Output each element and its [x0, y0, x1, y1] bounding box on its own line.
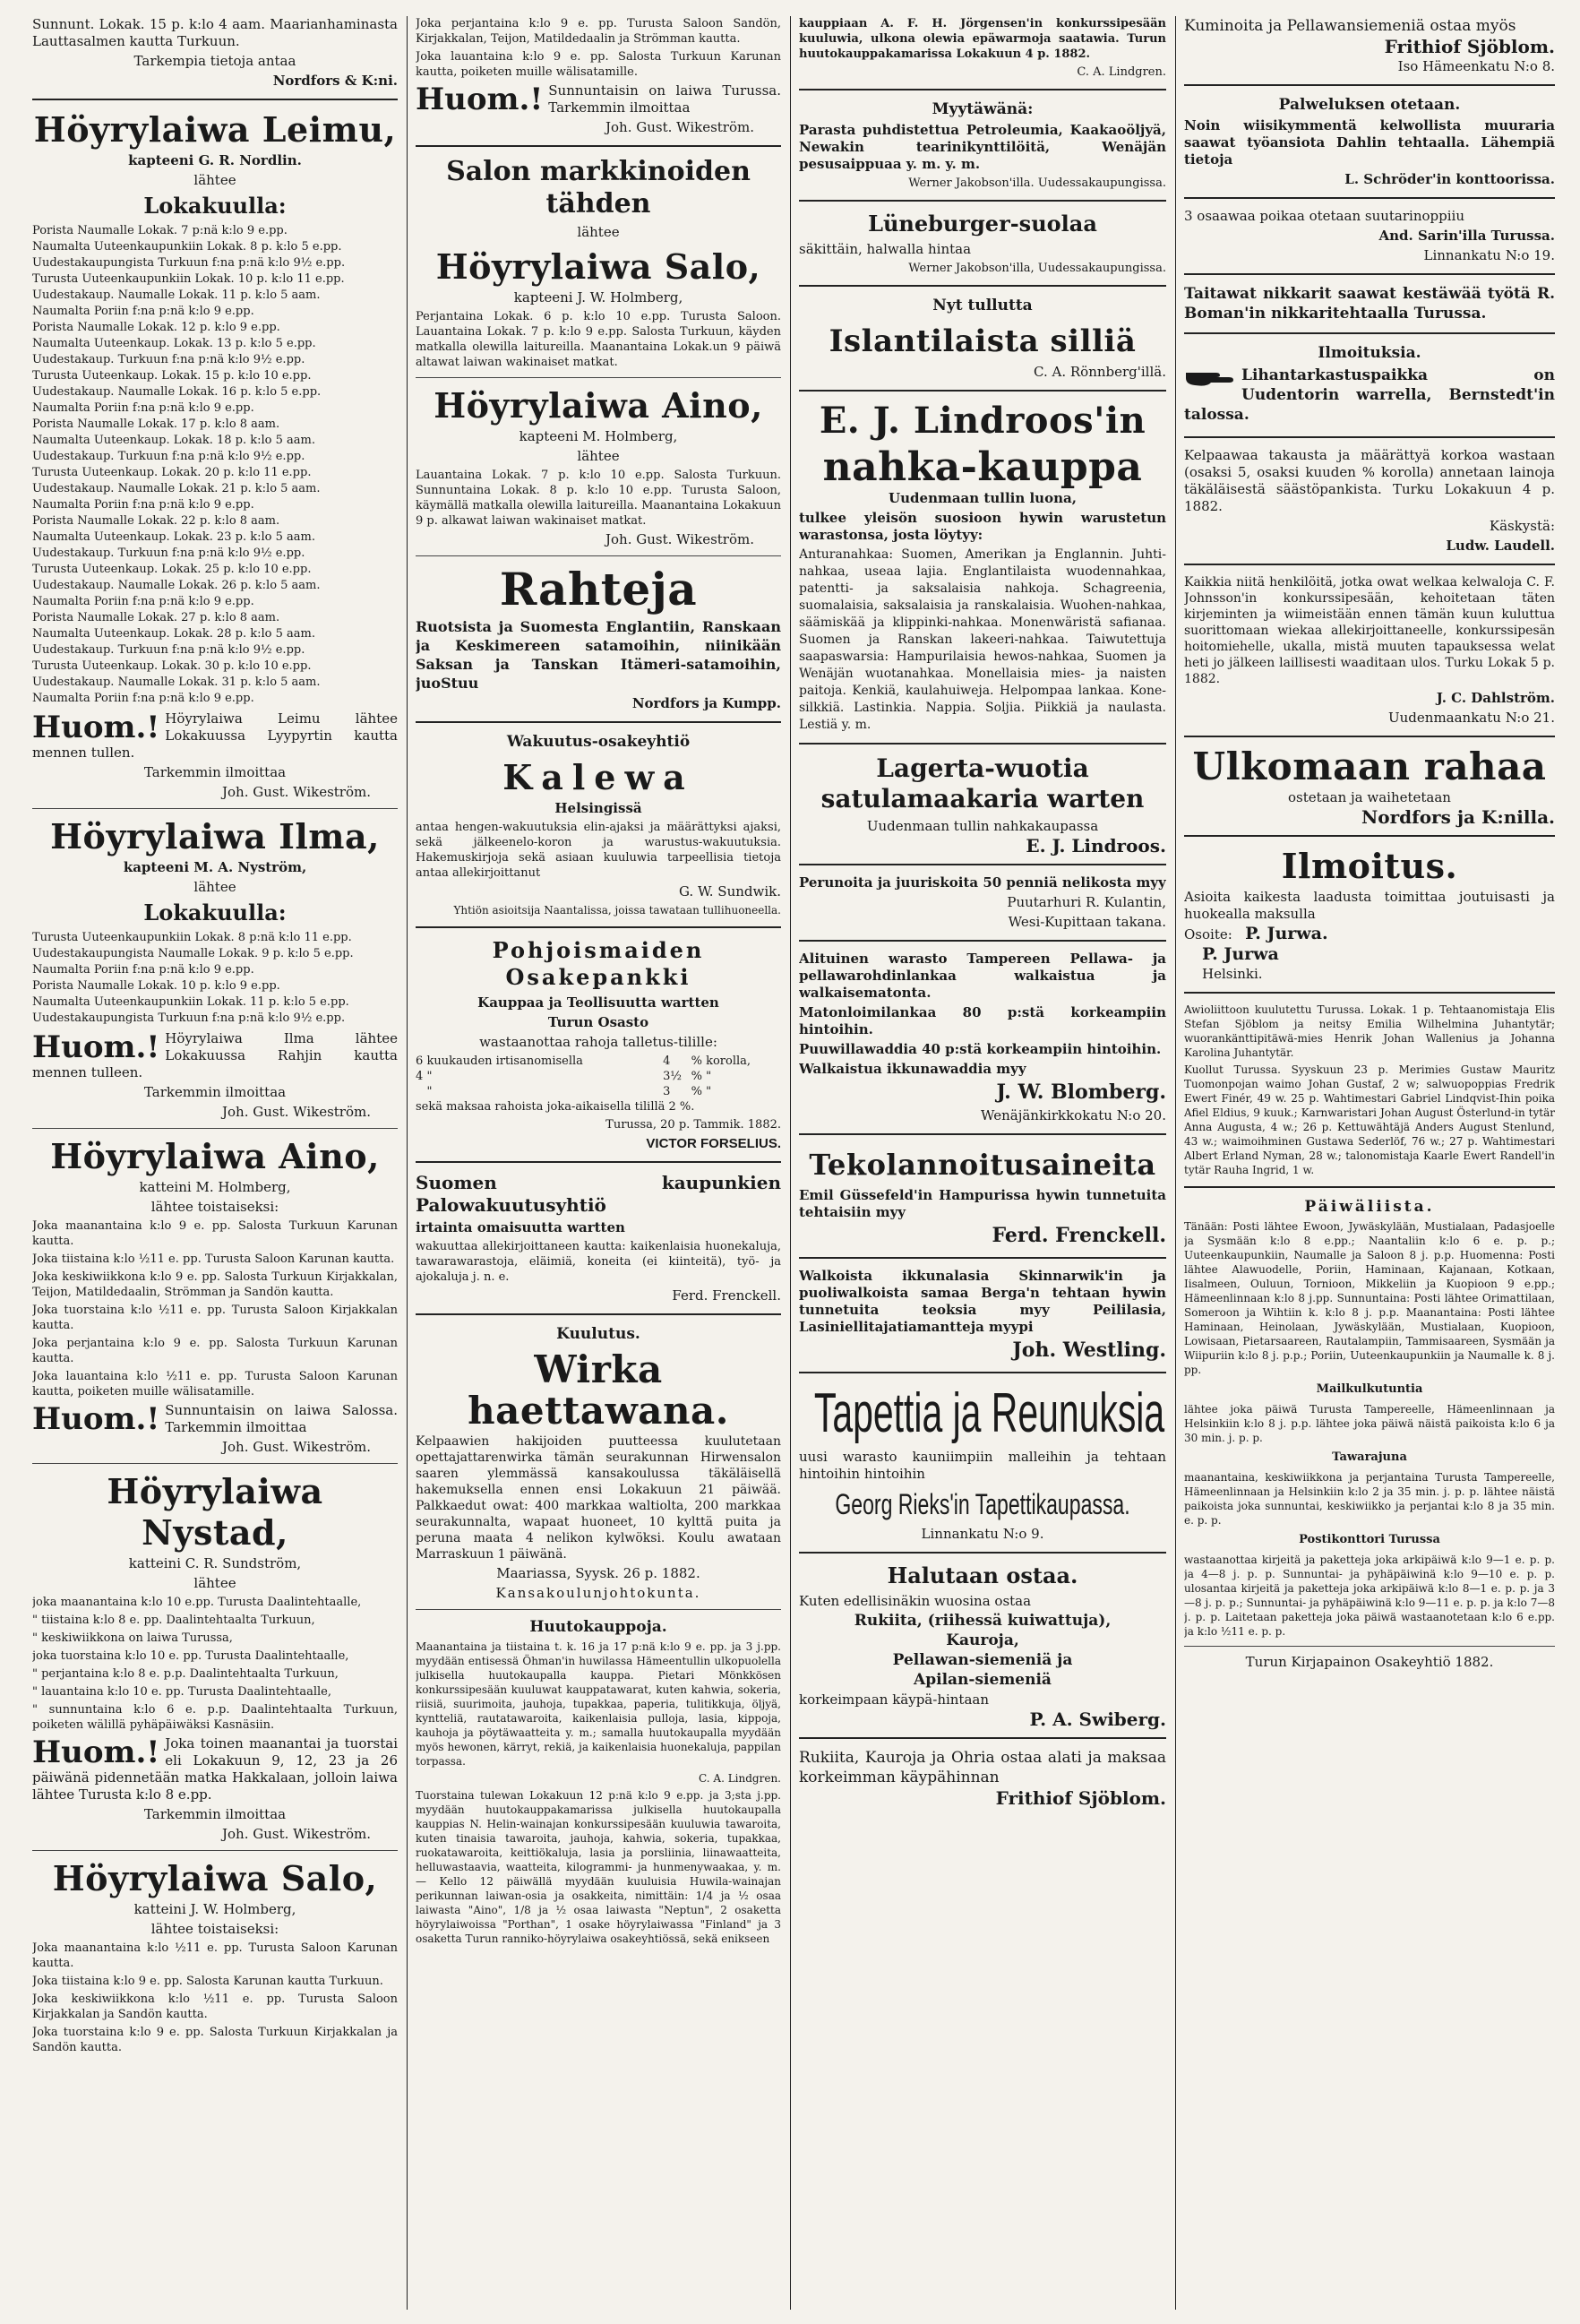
table-cell: " — [426, 1085, 433, 1098]
divider — [1184, 564, 1555, 565]
halutaan-item: Kauroja, — [946, 1631, 1019, 1649]
huom-text: Sunnuntaisin on laiwa Salossa. Tarkemmin ilmoittaa — [165, 1402, 398, 1435]
table-row — [416, 1054, 781, 1069]
salo-captain: katteini J. W. Holmberg, — [133, 1901, 296, 1917]
schedule-item: Joka tuorstaina k:lo 9 e. pp. Salosta Turkuun Kirjakkalan ja Sandön kautta. — [32, 2026, 398, 2054]
signature: Joh. Gust. Wikeström. — [222, 1439, 371, 1455]
schedule-line: Uudestakaup. Naumalle Lokak. 21 p. k:lo 5 aam. — [32, 482, 321, 495]
schedule-line: Porista Naumalle Lokak. 12 p. k:lo 9 e.pp. — [32, 321, 280, 334]
salo-note — [416, 82, 781, 119]
divider — [32, 1128, 398, 1129]
column-4 — [1184, 16, 1555, 2310]
schedule-line: Naumalta Poriin f:na p:nä k:lo 9 e.pp. — [32, 498, 254, 512]
schedule-line: Uudestakaup. Naumalle Lokak. 26 p. k:lo 5 aam. — [32, 579, 321, 592]
lindroos-text: tulkee yleisön suosioon hywin warustetun warastonsa, josta löytyy: — [799, 510, 1166, 543]
ad-signature: C. A. Lindgren. — [1077, 65, 1166, 79]
kuulutus-title: Wirka haettawana. — [468, 1347, 729, 1433]
column-2 — [416, 16, 781, 2310]
tekolannoitus-signature: Ferd. Frenckell. — [992, 1224, 1166, 1247]
schedule-item: " tiistaina k:lo 8 e. pp. Daalintehtaalta Turkuun, — [32, 1614, 315, 1627]
divider — [32, 1463, 398, 1464]
oppilas-address: Linnankatu N:o 19. — [1423, 247, 1555, 263]
schedule-line: Naumalta Uuteenkaupunkiin Lokak. 11 p. k:lo 5 e.pp. — [32, 995, 349, 1009]
perunoita-address: Wesi-Kupittaan takana. — [1008, 914, 1166, 930]
signature: Joh. Gust. Wikeström. — [605, 119, 754, 135]
paivaliista-title: Päiwäliista. — [1304, 1198, 1435, 1216]
schedule-item: Joka maanantaina k:lo ½11 e. pp. Turusta Saloon Karunan kautta. — [32, 1941, 398, 1970]
kuulutus-text: Kelpaawien hakijoiden puutteessa kuulutetaan opettajattarenwirka tämän seurakunnan Hirwensalon saaren ylemmässä kansakoulussa täkäläisellä hakemuksella ennen ensi Lokakuun 21 päiwää. Palkkaedut owat: 400 markkaa waltiolta, 200 markkaa seurakunnalta, wapaat huoneet, 10 kylttä puita ja peruna maata 4 nelikon kylwöksi. Koulu awataan Marraskuun 1 päiwänä. — [416, 1434, 781, 1562]
aino-captain: katteini M. Holmberg, — [139, 1179, 291, 1195]
leimu-sub: Lokakuulla: — [143, 193, 287, 219]
westling-signature: Joh. Westling. — [1012, 1338, 1166, 1362]
pankki-title: Pohjoismaiden Osakepankki — [492, 937, 705, 990]
divider — [416, 721, 781, 723]
kelpaawaa-signature: Ludw. Laudell. — [1446, 538, 1555, 554]
schedule-line: Turusta Uuteenkaup. Lokak. 15 p. k:lo 10 e.pp. — [32, 369, 312, 383]
schedule-line: Uudestakaup. Naumalle Lokak. 31 p. k:lo 5 aam. — [32, 676, 321, 689]
schedule-line: Uudestakaup. Turkuun f:na p:nä k:lo 9½ e.pp. — [32, 643, 305, 657]
ulkomaan-text: ostetaan ja waihetetaan — [1288, 789, 1451, 805]
schedule-line: Uudestakaupungista Naumalle Lokak. 9 p. k:lo 5 e.pp. — [32, 947, 354, 960]
schedule-item: Joka lauantaina k:lo 9 e. pp. Salosta Turkuun Karunan kautta, poiketen muille wälisatamille. — [416, 50, 781, 79]
schedule-item: Joka tiistaina k:lo ½11 e. pp. Turusta Saloon Karunan kautta. — [32, 1252, 395, 1266]
schedule-line: Naumalta Poriin f:na p:nä k:lo 9 e.pp. — [32, 963, 254, 977]
schedule-line: Turusta Uuteenkaup. Lokak. 30 p. k:lo 10 e.pp. — [32, 659, 312, 673]
ilmoitus-label: Ilmoituksia. — [1318, 344, 1421, 362]
tekolannoitus-text: Emil Güssefeld'in Hampurissa hywin tunnetuita tehtaisiin myy — [799, 1187, 1166, 1220]
divider — [32, 808, 398, 809]
schedule-line: Naumalta Poriin f:na p:nä k:lo 9 e.pp. — [32, 401, 254, 415]
divider — [1184, 84, 1555, 86]
palowakuutus-text: wakuuttaa allekirjoittaneen kautta: kaikenlaisia huonekaluja, tawarawarastoja, eläimiä, koneita (ei kiinteitä), työ- ja ajokaluja j. n. e. — [416, 1240, 781, 1284]
schedule-item: " sunnuntaina k:lo 6 e. p.p. Daalintehtaalta Turkuun, poiketen wälillä pyhäpäiwäksi Kasnäsiin. — [32, 1703, 398, 1732]
ilmoitus-signature: P. Jurwa. — [1245, 924, 1328, 943]
kalewa-city: Helsingissä — [554, 800, 642, 816]
column-3 — [799, 16, 1166, 2310]
divider — [416, 555, 781, 556]
palwelus-text: Noin wiisikymmentä kelwollista muuraria saawat työansiota Dahlin tehtaalla. Lähempiä tietoja — [1184, 117, 1555, 168]
halutaan-item: Apilan-siemeniä — [914, 1671, 1052, 1689]
lindroos-sub: Uudenmaan tullin luona, — [889, 490, 1077, 506]
postikonttori-title: Postikonttori Turussa — [1299, 1533, 1440, 1546]
schedule-line: Naumalta Uuteenkaup. Lokak. 28 p. k:lo 5 aam. — [32, 627, 315, 641]
divider — [416, 1609, 781, 1610]
blomberg-item: Puuwillawaddia 40 p:stä korkeampiin hintoihin. — [799, 1041, 1162, 1057]
leimu-note — [32, 710, 398, 764]
ulkomaan-title: Ulkomaan rahaa — [1192, 745, 1547, 788]
schedule-line: Uudestakaupungista Turkuun f:na p:nä k:lo 9½ e.pp. — [32, 1011, 346, 1025]
leimu-schedule — [32, 223, 398, 707]
kuminoita-signature: Frithiof Sjöblom. — [1384, 36, 1555, 57]
info-label: Tarkemmin ilmoittaa — [143, 1806, 287, 1822]
schedule-line: Naumalta Uuteenkaup. Lokak. 23 p. k:lo 5 aam. — [32, 530, 315, 544]
tawarajuna-text: maanantaina, keskiwiikkona ja perjantaina Turusta Tampereelle, Hämeenlinnaan ja Helsinkiin k:lo 2 ja 35 min. j. p. p. lähtee näistä paikoista joka sunnuntai, keskiwiikko ja perjantai k:lo 8 ja 35 min. e. p. p. — [1184, 1471, 1555, 1527]
info-label: Tarkemmin ilmoittaa — [143, 764, 287, 780]
info-label: Tarkemmin ilmoittaa — [143, 1084, 287, 1100]
lagerta-signature: E. J. Lindroos. — [1026, 835, 1166, 856]
huutokauppa-text: Maanantaina ja tiistaina t. k. 16 ja 17 p:nä k:lo 9 e. pp. ja 3 j.pp. myydään entisessä Öhman'in huwilassa Hämeentullin ulkopuolella julkisella huutokaupalla kauppa. Pietari Mönkkösen konkurssipesään kuuluwat kauppatawarat, kuten kahwia, sokeria, riisiä, suurimoita, jauhoja, tupakkaa, paperia, tulitikkuja, öljyä, kyntteliä, rautatawaroita, kaikenlaisia pulloja, lasia, kippoja, kauhoja ja pöytäwaatteita y. m.; samalla huutokaupalla myydään myös hewonen, kärryt, rekiä, ja kaikenlaisia huonekaluja, pappilan torpassa. — [416, 1640, 781, 1768]
kalewa-agent-note: Yhtiön asioitsija Naantalissa, joissa tawataan tullihuoneella. — [453, 904, 781, 917]
schedule-item: Joka tuorstaina k:lo ½11 e. pp. Turusta Saloon Kirjakkalan kautta. — [32, 1304, 398, 1332]
divider — [1184, 835, 1555, 837]
divider — [799, 89, 1166, 90]
schedule-line: Turusta Uuteenkaupunkiin Lokak. 10 p. k:lo 11 e.pp. — [32, 272, 345, 286]
kuminoita-text: Kuminoita ja Pellawansiemeniä ostaa myös — [1184, 17, 1516, 35]
table-cell — [416, 1084, 427, 1099]
lindroos-title2: nahka-kauppa — [822, 444, 1143, 490]
huutokauppa-text: Tuorstaina tulewan Lokakuun 12 p:nä k:lo 9 e.pp. ja 3;sta j.pp. myydään huutokauppakamarissa julkisella huutokaupalla kauppias N. Helin-wainajan konkurssipesään kuuluwia tawaroita, kuten tinaisia tawaroita, jauhoja, kahwia, sokeria, tupakkaa, ruokatawaroita, keittiökaluja, lasia ja porsliinia, liinawaatteita, helluwastaavia, waatteita, kilogrammi- ja hunmenywaakaa, y. m. — Kello 12 päiwällä myydään kuuluisia Huwila-wainajan perikunnan laiwan-osia ja osakkeita, nimittäin: 1/4 ja ½ osaa laiwasta "Aino", 1/8 ja ½ osaa laiwasta "Neptun", 2 osaketta höyrylaiwoissa "Porthan", 1 osake höyrylaiwassa "Finland" ja 3 osaketta Turun ranniko-höyrylaiwa osakeyhtiössä, sekä enikseen — [416, 1789, 781, 1945]
halutaan-item: Pellawan-siemeniä ja — [892, 1651, 1073, 1669]
tekolannoitus-title: Tekolannoitusaineita — [809, 1148, 1156, 1182]
kalewa-title: Kalewa — [502, 757, 694, 797]
divider — [416, 377, 781, 378]
palowakuutus-title-rest: irtainta omaisuutta wartten — [416, 1219, 625, 1235]
huom-label: Huom.! — [32, 1402, 160, 1437]
column-1 — [32, 16, 398, 2310]
divider — [799, 200, 1166, 202]
myytawana-text: Parasta puhdistettua Petroleumia, Kaakaoöljyä, Newakin tearinikynttilöitä, Wenäjän pesusaippuaa y. m. y. m. — [799, 122, 1166, 172]
oppilas-text: 3 osaawaa poikaa otetaan suutarinoppiiu — [1184, 208, 1464, 224]
markkinat-title: Salon markkinoiden tähden — [446, 156, 751, 219]
signature: Joh. Gust. Wikeström. — [222, 1104, 371, 1120]
myytawana-signature: Werner Jakobson'illa. Uudessakaupungissa. — [908, 176, 1166, 190]
pankki-text: sekä maksaa rahoista joka-aikaisella tilillä 2 %. — [416, 1100, 695, 1114]
halutaan-title: Halutaan ostaa. — [887, 1562, 1078, 1588]
schedule-line: Uudestakaupungista Turkuun f:na p:nä k:lo 9½ e.pp. — [32, 256, 346, 270]
divider — [799, 1257, 1166, 1259]
ulkomaan-signature: Nordfors ja K:nilla. — [1361, 806, 1555, 828]
schedule-item: Joka maanantaina k:lo 9 e. pp. Salosta Turkuun Karunan kautta. — [32, 1219, 398, 1248]
leimu-captain: kapteeni G. R. Nordlin. — [128, 152, 302, 168]
huutokauppa-title: Huutokauppoja. — [529, 1618, 667, 1636]
awioliitto-text: Awioliittoon kuulutettu Turussa. Lokak. 1 p. Tehtaanomistaja Elis Stefan Sjöblom ja neitsy Emilia Wilhelmina Juhantytär; wuorankänttipitäwä-mies Henrik Johan Wallenius ja Johanna Karolina Juhantytär. — [1184, 1003, 1555, 1059]
ad-info: Tarkempia tietoja antaa — [133, 53, 296, 69]
perunoita-text: Perunoita ja juuriskoita 50 penniä nelikosta myy — [799, 874, 1166, 891]
schedule-item: Joka lauantaina k:lo ½11 e. pp. Turusta Saloon Karunan kautta, poiketen muille wälisatamille. — [32, 1370, 398, 1399]
schedule-item: Joka perjantaina k:lo 9 e. pp. Salosta Turkuun Karunan kautta. — [32, 1337, 398, 1365]
schedule-item: " lauantaina k:lo 10 e. pp. Turusta Daalintehtaalle, — [32, 1685, 331, 1699]
ad-text: kauppiaan A. F. H. Jörgensen'in konkurssipesään kuuluwia, ulkona olewia epäwarmoja saatawia. Turun huutokauppakamarissa Lokakuun 4 p. 1882. — [799, 17, 1166, 61]
schedule-line: Turusta Uuteenkaup. Lokak. 20 p. k:lo 11 e.pp. — [32, 466, 312, 479]
divider — [799, 864, 1166, 865]
printer-imprint: Turun Kirjapainon Osakeyhtiö 1882. — [1245, 1654, 1494, 1670]
palwelus-title: Palweluksen otetaan. — [1278, 96, 1461, 114]
islanti-title: Islantilaista silliä — [829, 323, 1137, 359]
halutaan-item: Rukiita, (riihessä kuiwattuja), — [854, 1612, 1112, 1630]
schedule-item: " perjantaina k:lo 8 e. p.p. Daalintehtaalta Turkuun, — [32, 1667, 339, 1681]
huom-label: Huom.! — [416, 82, 544, 117]
aino2-ship: Höyrylaiwa Aino, — [434, 385, 763, 426]
schedule-line: Turusta Uuteenkaup. Lokak. 25 p. k:lo 10 e.pp. — [32, 563, 312, 576]
schedule-line: Turusta Uuteenkaupunkiin Lokak. 8 p:nä k:lo 11 e.pp. — [32, 931, 352, 944]
divider — [1184, 273, 1555, 275]
halutaan-text2: korkeimpaan käypä-hintaan — [799, 1691, 990, 1708]
mailkulku-text: lähtee joka päiwä Turusta Tampereelle, Hämeenlinnaan ja Helsinkiin k:lo 8 j. p.p. lähtee joka päiwä näistä paikoista k:lo 6 ja 30 min. j. p. p. — [1184, 1403, 1555, 1444]
rahteja-signature: Nordfors ja Kumpp. — [631, 695, 781, 711]
divider — [799, 743, 1166, 745]
nystad-title: Höyrylaiwa Nystad, — [107, 1471, 323, 1553]
konkurssi-text: Kaikkia niitä henkilöitä, jotka owat welkaa kelwaloja C. F. Johnsson'in konkurssipesään, kehoitetaan täten kirjeminten ja wiimeistään ennen tämän kuun kuluttua suorittomaan wiekaa allekirjoittaneelle, konkurssipesän hoitomiehelle, ukalla, mistä muuten tapauksessa welat heti jo jälkeen laillisesti waaditaan ulos. Turku Lokak 5 p. 1882. — [1184, 575, 1555, 686]
ilmoitus-signature2: P. Jurwa — [1202, 944, 1279, 964]
lihantarkastus — [1184, 366, 1555, 427]
ilmoitus-city: Helsinki. — [1202, 966, 1263, 982]
ilmoitus-text: Asioita kaikesta laadusta toimittaa joutuisasti ja huokealla maksulla — [1184, 889, 1555, 922]
divider — [1184, 332, 1555, 334]
konkurssi-address: Uudenmaankatu N:o 21. — [1388, 710, 1555, 726]
divider — [1184, 736, 1555, 737]
table-cell: kuukauden irtisanomisella — [426, 1054, 583, 1068]
schedule-line: Porista Naumalle Lokak. 10 p. k:lo 9 e.pp. — [32, 979, 280, 993]
table-cell: % " — [691, 1070, 712, 1083]
luneburger-signature: Werner Jakobson'illa, Uudessakaupungissa. — [908, 262, 1166, 275]
ilma-title: Höyrylaiwa Ilma, — [50, 816, 380, 856]
schedule-line: Naumalta Uuteenkaup. Lokak. 18 p. k:lo 5 aam. — [32, 434, 315, 447]
halutaan-signature: P. A. Swiberg. — [1029, 1709, 1166, 1730]
divider — [1184, 1646, 1555, 1647]
huom-text: Sunnuntaisin on laiwa Turussa. Tarkemmin ilmoittaa — [548, 82, 781, 116]
paivaliista-text: Tänään: Posti lähtee Ewoon, Jywäskylään, Mustialaan, Padasjoelle ja Sysmään k:lo 8 e.pp.; Naantaliin k:lo 6 e. p. p.; Uuteenkaupunkiin, Naumalle ja Saloon 8 j. p.p. Huomenna: Posti lähtee Alawuodelle, Poriin, Haminaan, Kajanaan, Kotkaan, Iisalmeen, Ouluun, Tornioon, Mikkeliin ja Kuopioon 9 e.pp.; Hämeenlinnaan k:lo 8 j.pp. Sunnuntaina: Posti lähtee Orimattilaan, Someroon ja Wihtiin k. k:lo 8 j. p.p. Maanantaina: Posti lähtee Haminaan, Heinolaan, Jywäskylään, Mustialaan, Kuopioon, Lowisaan, Pietarsaareen, Rautalampiin, Tammisaareen, Sysmään ja Wiipuriin k:lo 8 j. p.p.; Poriin, Uuteenkaupunkiin ja Naumalle k. 8 j. pp. — [1184, 1220, 1555, 1376]
schedule-line: Naumalta Poriin f:na p:nä k:lo 9 e.pp. — [32, 692, 254, 705]
huom-text: Höyrylaiwa Leimu lähtee Lokakuussa Lyypyrtin kautta mennen tullen. — [32, 710, 398, 761]
divider — [799, 1737, 1166, 1739]
kuulutus-label: Kuulutus. — [556, 1325, 640, 1343]
konkurssi-signature: J. C. Dahlström. — [1436, 690, 1555, 706]
kuollut-text: Kuollut Turussa. Syyskuun 23 p. Merimies Gustaw Mauritz Tuomonpojan waimo Johan Gustaf, 2 w; salwuopoppias Fredrik Ewert Finér, 49 w. 25 p. Wahtimestari Gabriel Lindqvist-Ihin poika Afiel Eldius, 9 kuuk.; Karnwaristari Johan August Österlund-in tytär Anna Augusta, 4 w.; 26 p. Kettuwähtäjä Anders August Stenlund, 43 w.; waimoihminen Gustawa Sederlöf, 76 w.; 27 p. Wahtimestari Albert Erland Nyman, 28 w.; talonomistaja Kaarle Ewert Randell'in tytär Rauha Ingrid, 1 w. — [1184, 1063, 1555, 1176]
newspaper-page — [32, 16, 1555, 2310]
perunoita-seller: Puutarhuri R. Kulantin, — [1007, 894, 1166, 910]
lihantarkastus-text: Lihantarkastuspaikka on Uudentorin warrella, Bernstedt'in talossa. — [1184, 366, 1555, 424]
nystad-leaves: lähtee — [193, 1575, 236, 1591]
leimu-title: Höyrylaiwa Leimu, — [33, 109, 397, 150]
schedule-line: Uudestakaup. Turkuun f:na p:nä k:lo 9½ e.pp. — [32, 353, 305, 366]
tapetti-title: Tapettia ja Reunuksia — [813, 1382, 1165, 1444]
divider — [1184, 1186, 1555, 1188]
schedule-line: Naumalta Uuteenkaup. Lokak. 13 p. k:lo 5 e.pp. — [32, 337, 316, 350]
table-cell: % " — [691, 1085, 712, 1098]
schedule-line: Uudestakaup. Naumalle Lokak. 11 p. k:lo 5 aam. — [32, 288, 321, 302]
kelpaawaa-text: Kelpaawaa takausta ja määrättyä korkoa wastaan (osaksi 5, osaksi kuuden % korolla) annetaan lainoja täkäläisestä säästöpankista. Turku Lokakuun 4 p. 1882. — [1184, 447, 1555, 514]
schedule-line: Naumalta Uuteenkaupunkiin Lokak. 8 p. k:lo 5 e.pp. — [32, 240, 342, 254]
schedule-item: Joka tiistaina k:lo 9 e. pp. Salosta Karunan kautta Turkuun. — [32, 1975, 383, 1988]
divider — [799, 1133, 1166, 1135]
markkinat-captain: kapteeni J. W. Holmberg, — [513, 289, 683, 306]
schedule-line: Porista Naumalle Lokak. 17 p. k:lo 8 aam. — [32, 417, 280, 431]
huom-label: Huom.! — [32, 710, 160, 745]
divider — [416, 1313, 781, 1315]
islanti-signature: C. A. Rönnberg'illä. — [1034, 364, 1166, 380]
markkinat-ship: Höyrylaiwa Salo, — [435, 246, 761, 287]
tapetti-text: uusi warasto kauniimpiin malleihin ja tehtaan hintoihin hintoihin — [799, 1449, 1166, 1482]
interest-table — [416, 1054, 781, 1099]
table-cell: 4 — [416, 1070, 424, 1083]
rukiita-signature: Frithiof Sjöblom. — [995, 1787, 1166, 1809]
table-cell: 3½ — [663, 1070, 682, 1083]
divider — [799, 390, 1166, 392]
salo-leaves: lähtee toistaiseksi: — [150, 1921, 279, 1937]
divider — [32, 99, 398, 100]
schedule-line: Uudestakaup. Naumalle Lokak. 16 p. k:lo 5 e.pp. — [32, 385, 322, 399]
luneburger-title: Lüneburger-suolaa — [868, 211, 1097, 237]
schedule-line: Porista Naumalle Lokak. 7 p:nä k:lo 9 e.pp. — [32, 224, 288, 237]
schedule-item: Joka keskiwiikkona k:lo 9 e. pp. Salosta Turkuun Kirjakkalan, Teijon, Matildedaalin, Strömman ja Sandön kautta. — [32, 1270, 398, 1299]
huom-text: Höyrylaiwa Ilma lähtee Lokakuussa Rahjin kautta mennen tulleen. — [32, 1030, 398, 1080]
tawarajuna-title: Tawarajuna — [1332, 1450, 1407, 1464]
lindroos-items: Anturanahkaa: Suomen, Amerikan ja Englannin. Juhti-nahkaa, useaa lajia. Englantilaista wuodennahkaa, patentti- ja saksalaisia nahkoja. Schagreenia, suomalaisia, saksalaisia ja ranskalaisia. Wuohen-nahkaa, säämiskää ja klippinki-nahkaa. Monenwäristä safianaa. Suomen ja Ranskan lakeeri-nahkaa. Taiwutettuja saapaswarsia: Hampurilaisia hewos-nahkaa, Suomen ja Wenäjän wuotanahkaa. Monellaisia mies- ja naisten paitoja. Kenkiä, kaulahuiweja. Helpompaa lankaa. Kone-silkkiä. Lastinkia. Nappia. Soljia. Piikkiä ja naulasta. Lestiä y. m. — [799, 547, 1166, 732]
ilma-captain: kapteeni M. A. Nyström, — [123, 859, 307, 875]
ilmoitus-address-label — [1184, 925, 1555, 943]
pankki-signature: VICTOR FORSELIUS. — [646, 1136, 781, 1151]
markkinat-leaves: lähtee — [577, 224, 620, 240]
blomberg-item: Walkaistua ikkunawaddia myy — [799, 1061, 1026, 1077]
ilmoitus-title: Ilmoitus. — [1281, 846, 1458, 886]
postikonttori-text: wastaanottaa kirjeitä ja paketteja joka arkipäiwä k:lo 9—1 e. p. p. ja 4—8 j. p. p. Sunnuntai- ja pyhäpäiwinä k:lo 9—10 e. p. p. ulosantaa kirjeitä ja paketteja joka arkipäiwä k:lo 8—1 e. p. p. ja 3—8 j. p. p.; Sunnuntai- ja pyhäpäiwinä k:lo 9—11 e. p. p. ja k:lo 7—8 j. p. p. Laitetaan paketteja joka päiwä wastaanotetaan k:lo 6 e.pp. ja k:lo ½11 e. p. p. — [1184, 1554, 1555, 1638]
table-cell: " — [426, 1070, 433, 1083]
table-cell: 4 — [663, 1054, 671, 1068]
lagerta-sub: Uudenmaan tullin nahkakaupassa — [866, 818, 1099, 834]
divider — [416, 926, 781, 928]
schedule-item: joka maanantaina k:lo 10 e.pp. Turusta Daalintehtaalle, — [32, 1596, 362, 1609]
schedule-line: Porista Naumalle Lokak. 22 p. k:lo 8 aam. — [32, 514, 280, 528]
signature: Joh. Gust. Wikeström. — [222, 784, 371, 800]
signature: Joh. Gust. Wikeström. — [605, 531, 754, 547]
divider — [32, 1850, 398, 1851]
aino2-text: Lauantaina Lokak. 7 p. k:lo 10 e.pp. Salosta Turkuun. Sunnuntaina Lokak. 8 p. k:lo 10 e.pp. Turusta Saloon, käymällä matkalla olewilla laitureilla. Maanantaina Lokakuun 9 p. alkawat laiwan wakinaiset matkat. — [416, 469, 781, 528]
lindroos-title: E. J. Lindroos'in — [819, 400, 1146, 442]
rahteja-title: Rahteja — [499, 563, 698, 615]
palowakuutus-title: Suomen kaupunkien Palowakuutusyhtiö — [416, 1172, 781, 1216]
taitawat-text: Taitawat nikkarit saawat kestäwää työtä R. Boman'in nikkaritehtaalla Turussa. — [1184, 285, 1555, 323]
divider — [416, 1161, 781, 1163]
nystad-note — [32, 1735, 398, 1806]
ilma-leaves: lähtee — [193, 879, 236, 895]
blomberg-text: Alituinen warasto Tampereen Pellawa- ja pellawarohdinlankaa walkaistua ja walkaisematonta. — [799, 951, 1166, 1001]
kalewa-label: Wakuutus-osakeyhtiö — [506, 733, 691, 751]
column-rule — [790, 16, 791, 2310]
table-row — [416, 1069, 781, 1084]
rahteja-text: Ruotsista ja Suomesta Englantiin, Ranskaan ja Keskimereen satamoihin, niinikään Saksan ja Tanskan Itämeri-satamoihin, juoStuu — [416, 618, 781, 692]
divider — [799, 940, 1166, 942]
ad-text: Sunnunt. Lokak. 15 p. k:lo 4 aam. Maarianhaminasta Lauttasalmen kautta Turkuun. — [32, 16, 398, 49]
divider — [799, 285, 1166, 287]
divider — [1184, 436, 1555, 438]
ilma-note — [32, 1030, 398, 1084]
luneburger-text: säkittäin, halwalla hintaa — [799, 241, 972, 257]
divider — [799, 1372, 1166, 1373]
kuminoita-address: Iso Hämeenkatu N:o 8. — [1397, 58, 1555, 74]
huom-text: Joka toinen maanantai ja tuorstai eli Lokakuun 9, 12, 23 ja 26 päiwänä pidennetään matka Hakkalaan, jolloin laiwa lähtee Turusta k:lo 8 e.pp. — [32, 1735, 398, 1803]
blomberg-seller: J. W. Blomberg. — [996, 1080, 1166, 1104]
schedule-line: Naumalta Poriin f:na p:nä k:lo 9 e.pp. — [32, 595, 254, 608]
schedule-item: Joka perjantaina k:lo 9 e. pp. Turusta Saloon Sandön, Kirjakkalan, Teijon, Matildedaalin ja Strömman kautta. — [416, 17, 781, 46]
table-cell: % korolla, — [691, 1054, 751, 1068]
huom-label: Huom.! — [32, 1030, 160, 1065]
pankki-date: Turussa, 20 p. Tammik. 1882. — [605, 1118, 781, 1132]
myytawana-title: Myytäwänä: — [932, 100, 1034, 118]
schedule-item: " keskiwiikkona on laiwa Turussa, — [32, 1631, 233, 1645]
divider — [416, 145, 781, 147]
islanti-label: Nyt tullutta — [932, 297, 1033, 314]
huom-label: Huom.! — [32, 1735, 160, 1770]
schedule-line: Naumalta Poriin f:na p:nä k:lo 9 e.pp. — [32, 305, 254, 318]
schedule-line: Uudestakaup. Turkuun f:na p:nä k:lo 9½ e.pp. — [32, 547, 305, 560]
column-rule — [407, 16, 408, 2310]
blomberg-address: Wenäjänkirkkokatu N:o 20. — [981, 1107, 1166, 1123]
palowakuutus-signature: Ferd. Frenckell. — [672, 1287, 781, 1304]
schedule-line: Uudestakaup. Turkuun f:na p:nä k:lo 9½ e.pp. — [32, 450, 305, 463]
tapetti-address: Linnankatu N:o 9. — [921, 1526, 1044, 1542]
table-cell: 6 — [416, 1054, 424, 1068]
schedule-line: Porista Naumalle Lokak. 27 p. k:lo 8 aam. — [32, 611, 280, 624]
address-label: Osoite: — [1184, 926, 1232, 943]
aino2-leaves: lähtee — [577, 448, 620, 464]
oppilas-signature: And. Sarin'illa Turussa. — [1378, 228, 1555, 244]
table-row — [416, 1084, 781, 1099]
mailkulku-title: Mailkulkutuntia — [1316, 1382, 1423, 1396]
divider — [799, 1552, 1166, 1554]
tapetti-shop: Georg Rieks'in Tapettikaupassa. — [835, 1488, 1130, 1520]
aino-title: Höyrylaiwa Aino, — [50, 1136, 380, 1176]
kelpaawaa-role: Käskystä: — [1489, 518, 1555, 534]
rukiita-text: Rukiita, Kauroja ja Ohria ostaa alati ja maksaa korkeimman käypähinnan — [799, 1749, 1166, 1786]
nystad-captain: katteini C. R. Sundström, — [128, 1555, 302, 1571]
salo-title: Höyrylaiwa Salo, — [52, 1858, 378, 1898]
schedule-item: joka tuorstaina k:lo 10 e. pp. Turusta Daalintehtaalle, — [32, 1649, 349, 1663]
pointing-hand-icon — [1184, 366, 1236, 389]
pankki-office: Turun Osasto — [547, 1014, 649, 1030]
kalewa-agent: G. W. Sundwik. — [678, 883, 781, 899]
divider — [1184, 197, 1555, 199]
ad-signature: Nordfors & K:ni. — [272, 73, 398, 89]
pankki-intro: wastaanottaa rahoja talletus-tilille: — [479, 1034, 717, 1050]
schedule-item: Joka keskiwiikkona k:lo ½11 e. pp. Turusta Saloon Kirjakkalan ja Sandön kautta. — [32, 1993, 398, 2021]
aino-note — [32, 1402, 398, 1439]
aino2-captain: kapteeni M. Holmberg, — [519, 428, 678, 444]
ilma-schedule — [32, 930, 398, 1027]
markkinat-text: Perjantaina Lokak. 6 p. k:lo 10 e.pp. Turusta Saloon. Lauantaina Lokak. 7 p. k:lo 9 e.pp. Salosta Turkuun, käyden matkalla olewilla laitureilla. Maanantaina Lokak.un 9 päiwä altawat laiwan wakinaiset matkat. — [416, 310, 781, 369]
lagerta-title: Lagerta-wuotia satulamaakaria warten — [820, 753, 1145, 813]
divider — [1184, 992, 1555, 994]
table-cell: 3 — [663, 1085, 671, 1098]
pankki-sub: Kauppaa ja Teollisuutta wartten — [477, 994, 719, 1011]
westling-text: Walkoista ikkunalasia Skinnarwik'in ja puoliwalkoista samaa Berga'n tehtaan hywin tunnetuita teoksia myy Peililasia, Lasiniellitajatiamantteja myypi — [799, 1268, 1166, 1335]
kuulutus-signature: Kansakoulunjohtokunta. — [495, 1585, 701, 1601]
leimu-leaves: lähtee — [193, 172, 236, 188]
palwelus-signature: L. Schröder'in konttoorissa. — [1344, 171, 1555, 187]
ilma-sub: Lokakuulla: — [143, 899, 287, 925]
blomberg-item: Matonloimilankaa 80 p:stä korkeampiin hintoihin. — [799, 1004, 1166, 1037]
kuulutus-date: Maariassa, Syysk. 26 p. 1882. — [496, 1565, 700, 1581]
column-rule — [1175, 16, 1176, 2310]
kalewa-text: antaa hengen-wakuutuksia elin-ajaksi ja määrättyksi ajaksi, sekä jälkeenelo-koron ja warustus-wakuutuksia. Hakemuskirjoja sekä asiaan kuuluwia tarpeellisia tietoja antaa allekirjoittanut — [416, 821, 781, 880]
halutaan-text: Kuten edellisinäkin wuosina ostaa — [799, 1593, 1032, 1609]
signature: Joh. Gust. Wikeström. — [222, 1826, 371, 1842]
aino-leaves: lähtee toistaiseksi: — [150, 1199, 279, 1215]
huutokauppa-signature: C. A. Lindgren. — [699, 1772, 781, 1785]
